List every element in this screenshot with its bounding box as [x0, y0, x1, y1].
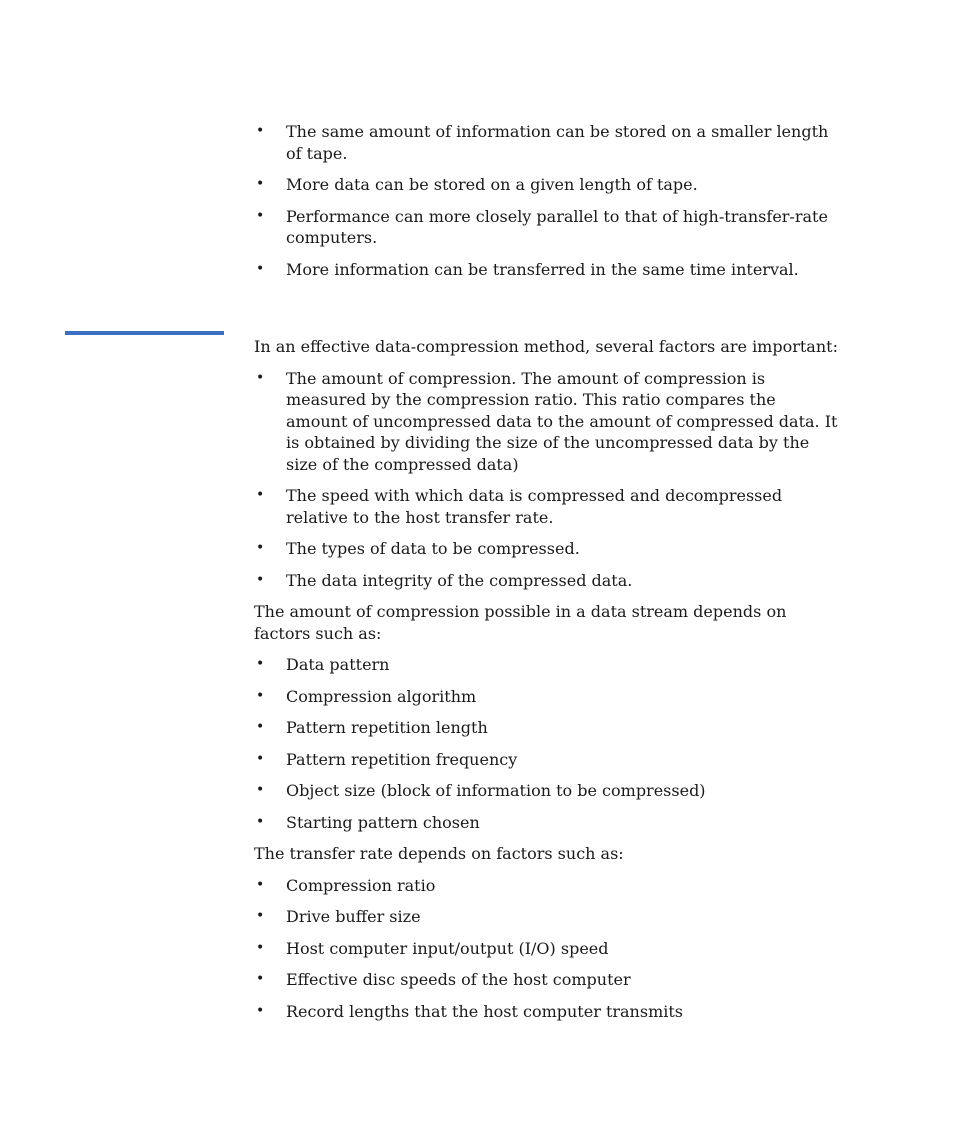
- bullet-icon: •: [256, 782, 265, 798]
- bullet-icon: •: [256, 908, 265, 924]
- bullet-icon: •: [256, 540, 265, 556]
- transfer-intro-paragraph: The transfer rate depends on factors such as:: [254, 844, 624, 863]
- list-item: • Compression algorithm: [256, 686, 477, 706]
- bullet-icon: •: [256, 571, 265, 588]
- list-item: • More data can be stored on a given length of tape.: [256, 175, 698, 194]
- bullet-icon: •: [256, 813, 265, 830]
- list-item: • The amount of compression. The amount of compression is measured by the compression ratio. This ratio compares the amount of uncompressed data to the amount of compressed data. It is obtained by dividing the size of the uncompressed data by the size of the compressed data): [256, 368, 838, 474]
- list-item: • The types of data to be compressed.: [256, 539, 580, 558]
- bullet-icon: •: [256, 876, 265, 893]
- list-item: • The same amount of information can be stored on a smaller length of tape.: [256, 122, 829, 163]
- bullet-icon: •: [256, 176, 265, 192]
- bullet-icon: •: [256, 687, 265, 704]
- bullet-icon: •: [256, 123, 265, 139]
- list-item: • More information can be transferred in the same time interval.: [256, 259, 799, 279]
- list-item: • Performance can more closely parallel to that of high-transfer-rate computers.: [256, 206, 828, 247]
- bullet-icon: •: [256, 1002, 265, 1019]
- list-item: • Object size (block of information to be compressed): [256, 781, 706, 800]
- list-item: • Data pattern: [256, 655, 390, 674]
- compression-factors-list: [254, 654, 839, 833]
- benefits-list: [254, 121, 839, 280]
- list-item: • Drive buffer size: [256, 907, 421, 926]
- section-divider: [65, 331, 224, 335]
- bullet-icon: •: [256, 750, 265, 767]
- list-item: • Starting pattern chosen: [256, 812, 480, 832]
- list-item: • The speed with which data is compressed and decompressed relative to the host transfer rate.: [256, 486, 783, 527]
- compression-intro-paragraph: The amount of compression possible in a data stream depends on factors such as:: [254, 602, 787, 643]
- list-item: • Record lengths that the host computer transmits: [256, 1001, 683, 1021]
- bullet-icon: •: [256, 719, 265, 735]
- list-item: • The data integrity of the compressed data.: [256, 570, 633, 590]
- transfer-factors-list: [254, 875, 839, 1023]
- list-item: • Pattern repetition frequency: [256, 749, 518, 769]
- intro-paragraph: In an effective data-compression method, several factors are important:: [254, 337, 838, 356]
- bullet-icon: •: [256, 369, 265, 386]
- bullet-icon: •: [256, 971, 265, 987]
- list-item: • Host computer input/output (I/O) speed: [256, 938, 609, 958]
- list-item: • Pattern repetition length: [256, 718, 488, 737]
- bullet-icon: •: [256, 487, 265, 503]
- compression-section: [254, 336, 839, 1022]
- bullet-icon: •: [256, 656, 265, 672]
- factors-list: [254, 368, 839, 592]
- list-item: • Effective disc speeds of the host computer: [256, 970, 631, 989]
- bullet-icon: •: [256, 260, 265, 277]
- bullet-icon: •: [256, 939, 265, 956]
- bullet-icon: •: [256, 207, 265, 224]
- list-item: • Compression ratio: [256, 875, 436, 895]
- benefits-block: [254, 121, 839, 280]
